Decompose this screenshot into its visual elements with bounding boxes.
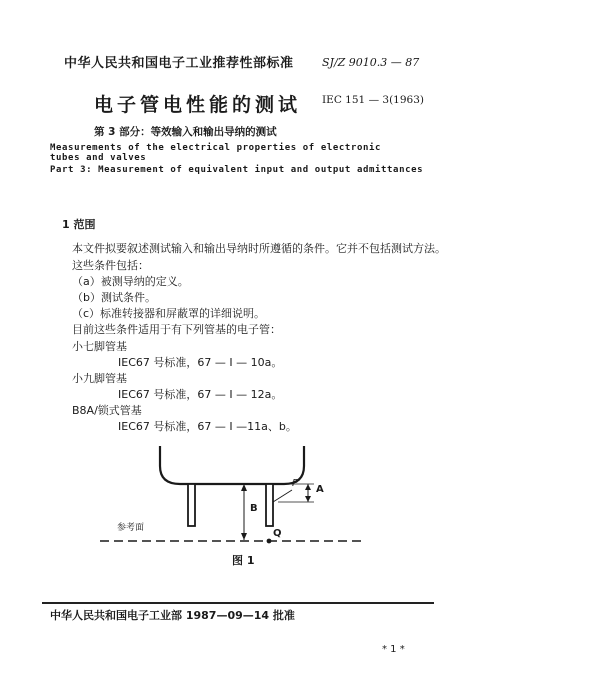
base-type-2-standard: IEC67 号标准，67 — I — 12a。: [118, 388, 283, 401]
list-item-c: （c）标准转接器和屏蔽罩的详细说明。: [72, 307, 266, 320]
page-number: * 1 *: [382, 644, 405, 655]
base-type-3: B8A/锁式管基: [72, 404, 142, 417]
list-item-b: （b）测试条件。: [72, 291, 156, 304]
figure-tube-base-diagram: [100, 440, 380, 570]
standard-code: SJ/Z 9010.3 — 87: [322, 56, 420, 69]
section-heading: 1 范围: [62, 218, 96, 231]
conditions-intro: 这些条件包括：: [72, 259, 149, 272]
tube-pin-right: [266, 484, 273, 526]
tube-envelope: [160, 446, 304, 484]
applicability-paragraph: 目前这些条件适用于有下列管基的电子管：: [72, 323, 281, 336]
approval-line: 中华人民共和国电子工业部 1987—09—14 批准: [50, 609, 295, 622]
figure-caption: 图 1: [232, 554, 255, 567]
document-title: 电子管电性能的测试: [94, 94, 302, 116]
iec-reference: IEC 151 — 3(1963): [322, 94, 424, 106]
base-type-3-standard: IEC67 号标准，67 — I —11a、b。: [118, 420, 297, 433]
scope-paragraph: 本文件拟要叙述测试输入和输出导纳时所遵循的条件。它并不包括测试方法。: [72, 242, 446, 255]
part-title-cn: 第 3 部分：等效输入和输出导纳的测试: [94, 126, 277, 138]
english-title-line3: Part 3: Measurement of equivalent input and output admittances: [50, 165, 424, 175]
base-type-1: 小七脚管基: [72, 340, 127, 353]
english-title-line1: Measurements of the electrical properties of electronic: [50, 143, 382, 153]
issuing-organization: 中华人民共和国电子工业推荐性部标准: [64, 56, 294, 71]
tube-pin-left: [188, 484, 195, 526]
base-type-1-standard: IEC67 号标准，67 — I — 10a。: [118, 356, 283, 369]
english-title-line2: tubes and valves: [50, 153, 147, 163]
list-item-a: （a）被测导纳的定义。: [72, 275, 189, 288]
reference-plane-label: 参考面: [117, 523, 145, 533]
label-p: P: [292, 478, 299, 489]
label-q: Q: [273, 528, 282, 539]
label-a: A: [316, 484, 324, 495]
point-p-leader: [273, 490, 292, 502]
label-b: B: [250, 503, 258, 514]
footer-rule: [42, 602, 434, 604]
base-type-2: 小九脚管基: [72, 372, 127, 385]
